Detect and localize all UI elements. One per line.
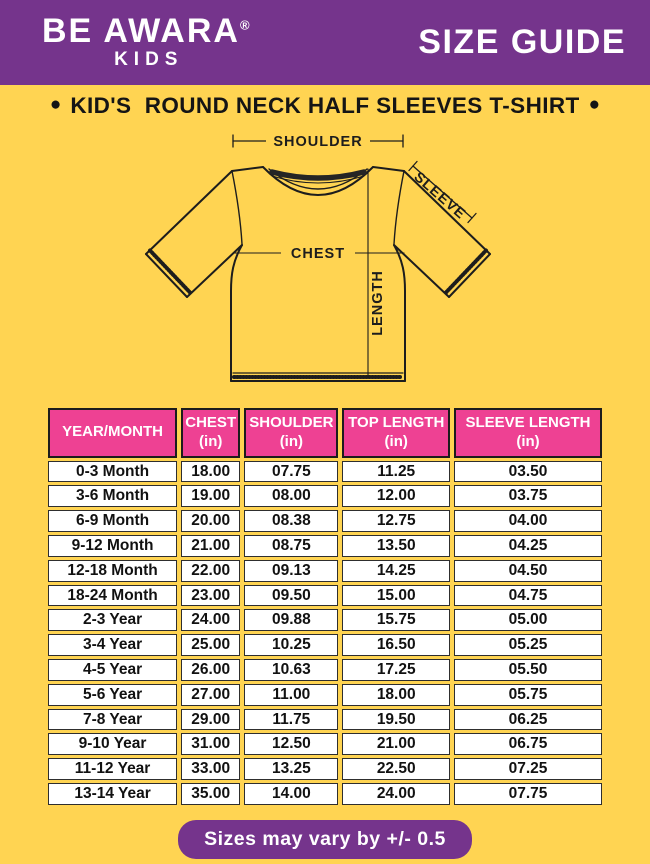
brand-sub: KIDS xyxy=(114,49,184,71)
length-label: LENGTH xyxy=(370,270,386,336)
row-label-cell: 7-8 Year xyxy=(48,709,177,731)
value-cell: 05.25 xyxy=(454,634,602,656)
value-cell: 11.75 xyxy=(244,709,338,731)
value-cell: 19.50 xyxy=(342,709,450,731)
value-cell: 22.50 xyxy=(342,758,450,780)
table-row xyxy=(48,709,602,731)
table-row xyxy=(48,585,602,607)
table-row xyxy=(48,461,602,483)
value-cell: 29.00 xyxy=(181,709,240,731)
value-cell: 12.50 xyxy=(244,733,338,755)
value-cell: 13.25 xyxy=(244,758,338,780)
row-label-cell: 11-12 Year xyxy=(48,758,177,780)
col-shoulder xyxy=(244,408,338,458)
value-cell: 24.00 xyxy=(181,609,240,631)
col-unit: (in) xyxy=(279,432,304,450)
value-cell: 07.75 xyxy=(454,783,602,805)
collar-band xyxy=(272,172,364,183)
size-table xyxy=(44,405,606,808)
row-label-cell: 3-4 Year xyxy=(48,634,177,656)
value-cell: 08.75 xyxy=(244,535,338,557)
stitch-hatching xyxy=(150,251,486,378)
table-row xyxy=(48,560,602,582)
shoulder-label: SHOULDER xyxy=(273,134,363,150)
value-cell: 15.00 xyxy=(342,585,450,607)
value-cell: 04.75 xyxy=(454,585,602,607)
value-cell: 11.00 xyxy=(244,684,338,706)
row-label-cell: 13-14 Year xyxy=(48,783,177,805)
row-label-cell: 9-12 Month xyxy=(48,535,177,557)
value-cell: 09.13 xyxy=(244,560,338,582)
header-bar xyxy=(0,0,650,85)
value-cell: 08.00 xyxy=(244,485,338,507)
value-cell: 04.00 xyxy=(454,510,602,532)
value-cell: 10.25 xyxy=(244,634,338,656)
row-label-cell: 12-18 Month xyxy=(48,560,177,582)
size-table-wrap xyxy=(0,402,650,808)
tshirt-diagram xyxy=(0,126,650,402)
value-cell: 06.75 xyxy=(454,733,602,755)
col-unit: (in) xyxy=(199,432,223,450)
value-cell: 18.00 xyxy=(342,684,450,706)
table-row xyxy=(48,684,602,706)
row-label-cell: 0-3 Month xyxy=(48,461,177,483)
value-cell: 25.00 xyxy=(181,634,240,656)
value-cell: 19.00 xyxy=(181,485,240,507)
row-label-cell: 2-3 Year xyxy=(48,609,177,631)
col-label: CHEST xyxy=(185,414,237,431)
col-label: SLEEVE LENGTH xyxy=(465,414,591,431)
value-cell: 21.00 xyxy=(342,733,450,755)
page-title: SIZE GUIDE xyxy=(418,23,626,61)
table-row xyxy=(48,609,602,631)
value-cell: 04.25 xyxy=(454,535,602,557)
value-cell: 24.00 xyxy=(342,783,450,805)
brand-name-text: BE AWARA xyxy=(42,11,240,50)
value-cell: 17.25 xyxy=(342,659,450,681)
size-table-body xyxy=(48,461,602,805)
value-cell: 04.50 xyxy=(454,560,602,582)
header-row xyxy=(48,408,602,458)
value-cell: 12.00 xyxy=(342,485,450,507)
table-row xyxy=(48,485,602,507)
registered-mark: ® xyxy=(239,17,250,33)
tshirt-illustration xyxy=(0,126,650,402)
value-cell: 33.00 xyxy=(181,758,240,780)
value-cell: 14.25 xyxy=(342,560,450,582)
value-cell: 05.00 xyxy=(454,609,602,631)
value-cell: 31.00 xyxy=(181,733,240,755)
value-cell: 11.25 xyxy=(342,461,450,483)
bullet-left-icon: ● xyxy=(49,94,62,115)
value-cell: 05.50 xyxy=(454,659,602,681)
value-cell: 35.00 xyxy=(181,783,240,805)
table-row xyxy=(48,535,602,557)
value-cell: 07.25 xyxy=(454,758,602,780)
bullet-right-icon: ● xyxy=(588,94,601,115)
size-note-pill: Sizes may vary by +/- 0.5 xyxy=(178,820,472,859)
value-cell: 22.00 xyxy=(181,560,240,582)
value-cell: 12.75 xyxy=(342,510,450,532)
value-cell: 05.75 xyxy=(454,684,602,706)
value-cell: 21.00 xyxy=(181,535,240,557)
col-label: YEAR/MONTH xyxy=(62,423,163,441)
sleeve-label: SLEEVE xyxy=(410,169,469,223)
footer-row xyxy=(0,820,650,859)
table-row xyxy=(48,783,602,805)
value-cell: 03.75 xyxy=(454,485,602,507)
row-label-cell: 6-9 Month xyxy=(48,510,177,532)
col-sleeve-length xyxy=(454,408,602,458)
col-unit: (in) xyxy=(384,432,408,450)
brand-logo xyxy=(42,11,250,72)
value-cell: 20.00 xyxy=(181,510,240,532)
col-unit: (in) xyxy=(516,432,540,450)
brand-name xyxy=(42,11,250,50)
col-top-length xyxy=(342,408,450,458)
value-cell: 14.00 xyxy=(244,783,338,805)
chest-label: CHEST xyxy=(290,246,346,262)
row-label-cell: 18-24 Month xyxy=(48,585,177,607)
value-cell: 09.50 xyxy=(244,585,338,607)
table-row xyxy=(48,659,602,681)
value-cell: 26.00 xyxy=(181,659,240,681)
value-cell: 16.50 xyxy=(342,634,450,656)
row-label-cell: 5-6 Year xyxy=(48,684,177,706)
value-cell: 13.50 xyxy=(342,535,450,557)
row-label-cell: 9-10 Year xyxy=(48,733,177,755)
value-cell: 08.38 xyxy=(244,510,338,532)
value-cell: 27.00 xyxy=(181,684,240,706)
table-row xyxy=(48,510,602,532)
value-cell: 03.50 xyxy=(454,461,602,483)
col-label: SHOULDER xyxy=(249,414,334,431)
product-title: KID'S ROUND NECK HALF SLEEVES T-SHIRT xyxy=(70,92,580,118)
col-chest xyxy=(181,408,240,458)
col-label: TOP LENGTH xyxy=(348,414,445,431)
table-row xyxy=(48,758,602,780)
product-title-bar xyxy=(0,85,650,126)
size-table-header xyxy=(48,408,602,458)
col-year-month xyxy=(48,408,177,458)
value-cell: 10.63 xyxy=(244,659,338,681)
value-cell: 18.00 xyxy=(181,461,240,483)
value-cell: 15.75 xyxy=(342,609,450,631)
row-label-cell: 3-6 Month xyxy=(48,485,177,507)
row-label-cell: 4-5 Year xyxy=(48,659,177,681)
table-row xyxy=(48,634,602,656)
value-cell: 23.00 xyxy=(181,585,240,607)
value-cell: 07.75 xyxy=(244,461,338,483)
value-cell: 06.25 xyxy=(454,709,602,731)
value-cell: 09.88 xyxy=(244,609,338,631)
table-row xyxy=(48,733,602,755)
